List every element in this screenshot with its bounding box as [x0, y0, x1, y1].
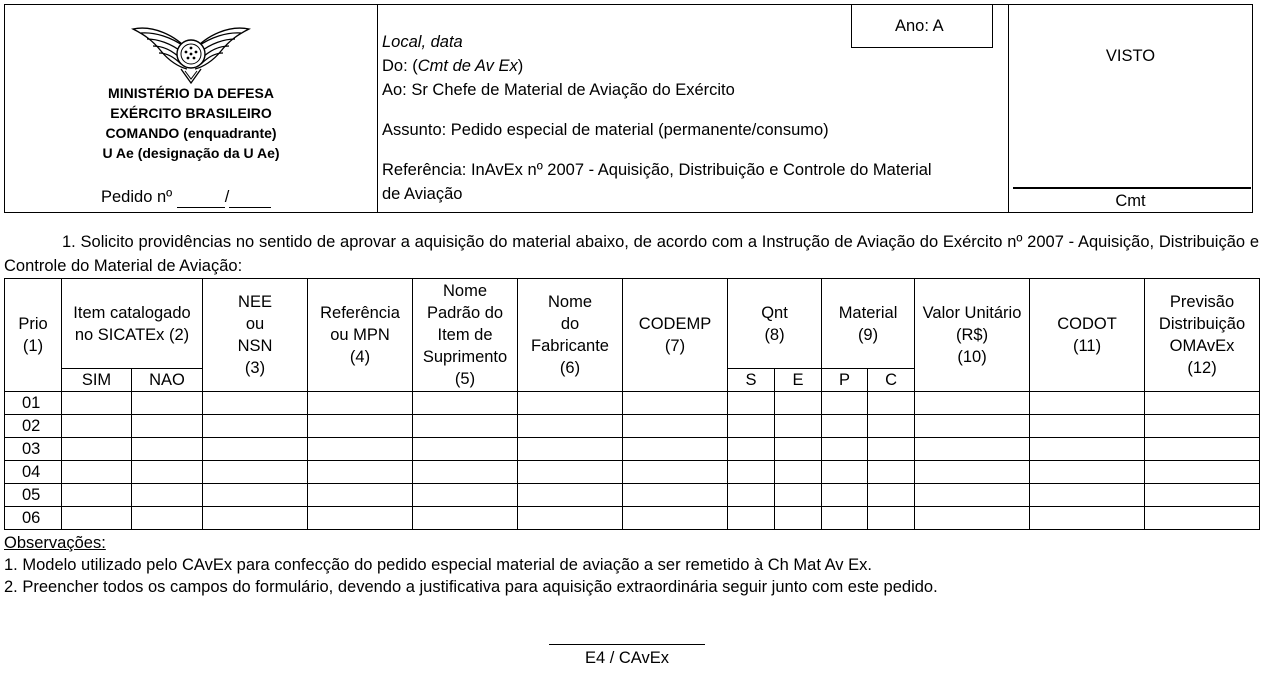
- table-cell[interactable]: [518, 461, 623, 484]
- table-cell[interactable]: [623, 461, 728, 484]
- table-cell[interactable]: [132, 415, 203, 438]
- table-row: [5, 415, 1260, 438]
- table-cell[interactable]: [775, 484, 822, 507]
- header-address-cell: [377, 5, 1009, 212]
- row-number: 04: [5, 461, 62, 484]
- reference-line-1: Referência: InAvEx nº 2007 - Aquisição, Distribuição e Controle do Material: [382, 161, 932, 179]
- table-cell[interactable]: [413, 392, 518, 415]
- table-row: [5, 461, 1260, 484]
- approval-label: VISTO: [1105, 47, 1156, 65]
- table-body: [5, 392, 1260, 530]
- note-item-2: 2. Preencher todos os campos do formulário, devendo a justificativa para aquisição extraordinária seguir junto com este pedido.: [4, 578, 938, 596]
- table-cell[interactable]: [203, 484, 308, 507]
- table-cell[interactable]: [203, 438, 308, 461]
- table-cell[interactable]: [413, 438, 518, 461]
- year-box: [851, 5, 993, 48]
- table-cell[interactable]: [518, 415, 623, 438]
- subcol-nao: NAO: [132, 369, 203, 392]
- table-cell[interactable]: [132, 392, 203, 415]
- table-cell[interactable]: [775, 438, 822, 461]
- form-header: [4, 4, 1253, 213]
- table-cell[interactable]: [62, 415, 132, 438]
- row-number: 06: [5, 507, 62, 530]
- request-paragraph: 1. Solicito providências no sentido de aprovar a aquisição do material abaixo, de acordo com a Instrução de Aviação do Exército nº 2007 - Aquisição, Distribuição e Controle do Material de Aviação:: [4, 233, 1259, 275]
- table-cell[interactable]: [203, 392, 308, 415]
- table-cell[interactable]: [915, 507, 1030, 530]
- subject-line: Assunto: Pedido especial de material (permanente/consumo): [382, 121, 829, 139]
- army-aviation-emblem-icon: [131, 21, 251, 87]
- col-prio: Prio (1): [5, 279, 62, 392]
- table-cell[interactable]: [132, 507, 203, 530]
- table-cell[interactable]: [868, 392, 915, 415]
- table-cell[interactable]: [822, 507, 868, 530]
- table-cell[interactable]: [308, 507, 413, 530]
- row-number: 05: [5, 484, 62, 507]
- table-cell[interactable]: [1145, 415, 1260, 438]
- table-cell[interactable]: [203, 507, 308, 530]
- col-codot: CODOT (11): [1030, 279, 1145, 392]
- commander-label: Cmt: [1115, 192, 1146, 210]
- table-cell[interactable]: [623, 438, 728, 461]
- table-cell[interactable]: [623, 392, 728, 415]
- table-cell[interactable]: [518, 438, 623, 461]
- table-cell[interactable]: [203, 461, 308, 484]
- table-header-row: [5, 279, 1260, 369]
- table-cell[interactable]: [1030, 507, 1145, 530]
- table-cell[interactable]: [62, 461, 132, 484]
- table-cell[interactable]: [915, 415, 1030, 438]
- subcol-qnt-s: S: [728, 369, 775, 392]
- sender-line: [382, 55, 523, 78]
- col-previsao-distribuicao: Previsão Distribuição OMAvEx (12): [1145, 279, 1260, 392]
- year-label: Ano: A: [895, 17, 944, 35]
- subcol-material-c: C: [868, 369, 915, 392]
- table-cell[interactable]: [1030, 415, 1145, 438]
- notes-title: Observações:: [4, 534, 106, 552]
- material-request-table: [4, 278, 1260, 530]
- sender-prefix: Do: (: [382, 57, 418, 75]
- table-cell[interactable]: [728, 507, 775, 530]
- table-cell[interactable]: [308, 461, 413, 484]
- signature-line: [1013, 187, 1251, 189]
- col-codemp: CODEMP (7): [623, 279, 728, 392]
- col-nome-fabricante: Nome do Fabricante (6): [518, 279, 623, 392]
- col-qnt: Qnt (8): [728, 279, 822, 369]
- table-cell[interactable]: [915, 461, 1030, 484]
- table-cell[interactable]: [1030, 484, 1145, 507]
- table-cell[interactable]: [413, 461, 518, 484]
- table-cell[interactable]: [775, 415, 822, 438]
- local-data: Local, data: [382, 33, 463, 51]
- footer-code: E4 / CAvEx: [584, 649, 670, 667]
- org-ministry: MINISTÉRIO DA DEFESA: [108, 85, 274, 101]
- table-cell[interactable]: [62, 392, 132, 415]
- table-cell[interactable]: [868, 461, 915, 484]
- table-cell[interactable]: [822, 484, 868, 507]
- row-number: 02: [5, 415, 62, 438]
- pedido-number-blank[interactable]: [177, 188, 225, 208]
- table-row: [5, 507, 1260, 530]
- col-item-catalogado: Item catalogado no SICATEx (2): [62, 279, 203, 369]
- table-cell[interactable]: [413, 484, 518, 507]
- table-cell[interactable]: [1145, 461, 1260, 484]
- table-cell[interactable]: [1145, 484, 1260, 507]
- table-cell[interactable]: [728, 415, 775, 438]
- table-cell[interactable]: [62, 484, 132, 507]
- table-cell[interactable]: [308, 484, 413, 507]
- table-cell[interactable]: [308, 415, 413, 438]
- table-cell[interactable]: [518, 484, 623, 507]
- table-cell[interactable]: [308, 438, 413, 461]
- table-cell[interactable]: [623, 507, 728, 530]
- row-number: 01: [5, 392, 62, 415]
- sender-suffix: ): [517, 57, 524, 75]
- table-cell[interactable]: [518, 392, 623, 415]
- header-org-cell: [5, 5, 378, 212]
- footer-line: [549, 644, 705, 645]
- table-cell[interactable]: [822, 461, 868, 484]
- org-army: EXÉRCITO BRASILEIRO: [110, 105, 272, 121]
- row-number: 03: [5, 438, 62, 461]
- col-referencia-mpn: Referência ou MPN (4): [308, 279, 413, 392]
- col-nee-nsn: NEE ou NSN (3): [203, 279, 308, 392]
- table-cell[interactable]: [868, 484, 915, 507]
- table-cell[interactable]: [623, 484, 728, 507]
- table-cell[interactable]: [132, 484, 203, 507]
- table-cell[interactable]: [822, 415, 868, 438]
- pedido-separator: /: [224, 188, 230, 206]
- table-cell[interactable]: [915, 438, 1030, 461]
- col-valor-unitario: Valor Unitário (R$) (10): [915, 279, 1030, 392]
- table-cell[interactable]: [308, 392, 413, 415]
- pedido-year-blank[interactable]: [229, 188, 271, 208]
- table-cell[interactable]: [728, 484, 775, 507]
- col-nome-padrao: Nome Padrão do Item de Suprimento (5): [413, 279, 518, 392]
- table-row: [5, 438, 1260, 461]
- table-cell[interactable]: [868, 438, 915, 461]
- table-cell[interactable]: [518, 507, 623, 530]
- org-unit: U Ae (designação da U Ae): [102, 145, 280, 161]
- table-cell[interactable]: [413, 415, 518, 438]
- org-command: COMANDO (enquadrante): [105, 125, 277, 141]
- table-cell[interactable]: [132, 461, 203, 484]
- table-cell[interactable]: [775, 392, 822, 415]
- table-cell[interactable]: [822, 438, 868, 461]
- table-row: [5, 392, 1260, 415]
- table-cell[interactable]: [132, 438, 203, 461]
- table-cell[interactable]: [775, 461, 822, 484]
- table-cell[interactable]: [915, 392, 1030, 415]
- table-cell[interactable]: [1145, 438, 1260, 461]
- reference-line-2: de Aviação: [382, 185, 463, 203]
- table-cell[interactable]: [1030, 461, 1145, 484]
- pedido-number-field: [101, 188, 271, 208]
- table-cell[interactable]: [822, 392, 868, 415]
- table-cell[interactable]: [868, 415, 915, 438]
- table-cell[interactable]: [728, 438, 775, 461]
- table-cell[interactable]: [775, 507, 822, 530]
- table-cell[interactable]: [728, 461, 775, 484]
- table-cell[interactable]: [623, 415, 728, 438]
- table-cell[interactable]: [62, 438, 132, 461]
- subcol-sim: SIM: [62, 369, 132, 392]
- table-row: [5, 484, 1260, 507]
- header-approval-cell: [1009, 5, 1252, 212]
- subcol-qnt-e: E: [775, 369, 822, 392]
- subcol-material-p: P: [822, 369, 868, 392]
- table-cell[interactable]: [1030, 438, 1145, 461]
- table-cell[interactable]: [1030, 392, 1145, 415]
- note-item-1: 1. Modelo utilizado pelo CAvEx para confecção do pedido especial material de aviação a ser remetido à Ch Mat Av Ex.: [4, 556, 872, 574]
- table-cell[interactable]: [413, 507, 518, 530]
- table-cell[interactable]: [915, 484, 1030, 507]
- sender-value: Cmt de Av Ex: [417, 57, 518, 75]
- table-cell[interactable]: [62, 507, 132, 530]
- table-cell[interactable]: [1145, 507, 1260, 530]
- recipient-line: Ao: Sr Chefe de Material de Aviação do Exército: [382, 81, 735, 99]
- table-cell[interactable]: [728, 392, 775, 415]
- table-cell[interactable]: [203, 415, 308, 438]
- table-cell[interactable]: [868, 507, 915, 530]
- pedido-label: Pedido nº: [101, 188, 173, 206]
- col-material: Material (9): [822, 279, 915, 369]
- table-cell[interactable]: [1145, 392, 1260, 415]
